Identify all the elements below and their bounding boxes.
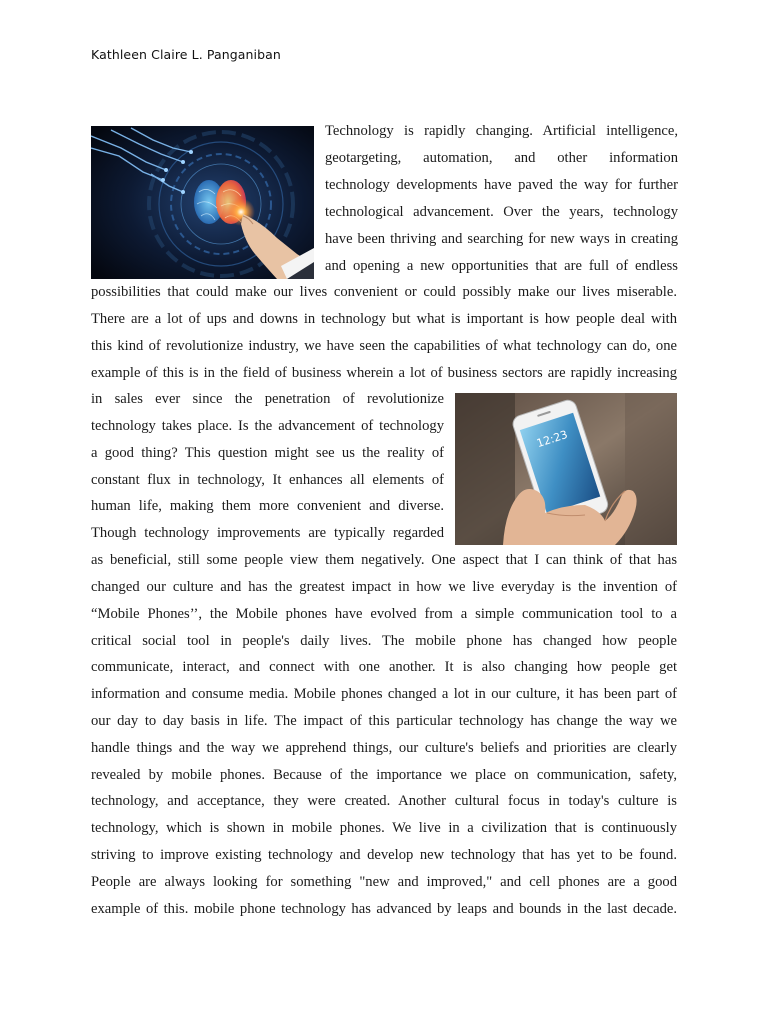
- text-line: in sales ever since the penetration of revolutionize: [91, 391, 444, 407]
- text-line: our day to day basis in life. The impact of this particular technology has change the way we: [91, 713, 677, 729]
- text-line: this kind of revolutionize industry, we have seen the capabilities of what technology can do, one: [91, 338, 677, 354]
- text-line: technology developments have paved the way for further: [325, 177, 678, 193]
- text-line: example of this is in the field of business wherein a lot of business sectors are rapidly increasing: [91, 365, 677, 381]
- text-line: geotargeting, automation, and other information: [325, 150, 678, 166]
- phone-clock: 12:23: [535, 427, 570, 451]
- text-line: revealed by mobile phones. Because of the importance we place on communication, safety,: [91, 767, 677, 783]
- text-line: Technology is rapidly changing. Artificial intelligence,: [325, 123, 678, 139]
- text-line: technology, and acceptance, they were created. Another cultural focus in today's culture is: [91, 793, 677, 809]
- hand-holding-smartphone-image: [455, 393, 677, 545]
- text-line: technology, which is shown in mobile phones. We live in a civilization that is continuously: [91, 820, 677, 836]
- text-line: People are always looking for something "new and improved," and cell phones are a good: [91, 874, 677, 890]
- text-line: human life, making them more convenient and diverse.: [91, 498, 444, 514]
- text-line: striving to improve existing technology and develop new technology that has yet to be found.: [91, 847, 677, 863]
- text-line: constant flux in technology, It enhances all elements of: [91, 472, 444, 488]
- text-line: possibilities that could make our lives convenient or could possibly make our lives miserable.: [91, 284, 677, 300]
- text-line: “Mobile Phones’’, the Mobile phones have evolved from a simple communication tool to a: [91, 606, 677, 622]
- text-line: as beneficial, still some people view them negatively. One aspect that I can think of that has: [91, 552, 677, 568]
- text-line: a good thing? This question might see us the reality of: [91, 445, 444, 461]
- text-line: critical social tool in people's daily lives. The mobile phone has changed how people: [91, 633, 677, 649]
- text-line: communicate, interact, and connect with one another. It is also changing how people get: [91, 659, 677, 675]
- text-line: changed our culture and has the greatest impact in how we live everyday is the invention of: [91, 579, 677, 595]
- text-line: information and consume media. Mobile phones changed a lot in our culture, it has been part of: [91, 686, 677, 702]
- text-line: and opening a new opportunities that are full of endless: [325, 258, 678, 274]
- text-line: technological advancement. Over the years, technology: [325, 204, 678, 220]
- text-line: Though technology improvements are typically regarded: [91, 525, 444, 541]
- author-name: Kathleen Claire L. Panganiban: [91, 47, 281, 62]
- text-line: example of this. mobile phone technology has advanced by leaps and bounds in the last decade.: [91, 901, 677, 917]
- text-line: technology takes place. Is the advancement of technology: [91, 418, 444, 434]
- text-line: have been thriving and searching for new ways in creating: [325, 231, 678, 247]
- text-line: handle things and the way we apprehend things, our culture's beliefs and priorities are clearly: [91, 740, 677, 756]
- ai-brain-robot-hand-image: [91, 126, 314, 279]
- text-line: There are a lot of ups and downs in technology but what is important is how people deal with: [91, 311, 677, 327]
